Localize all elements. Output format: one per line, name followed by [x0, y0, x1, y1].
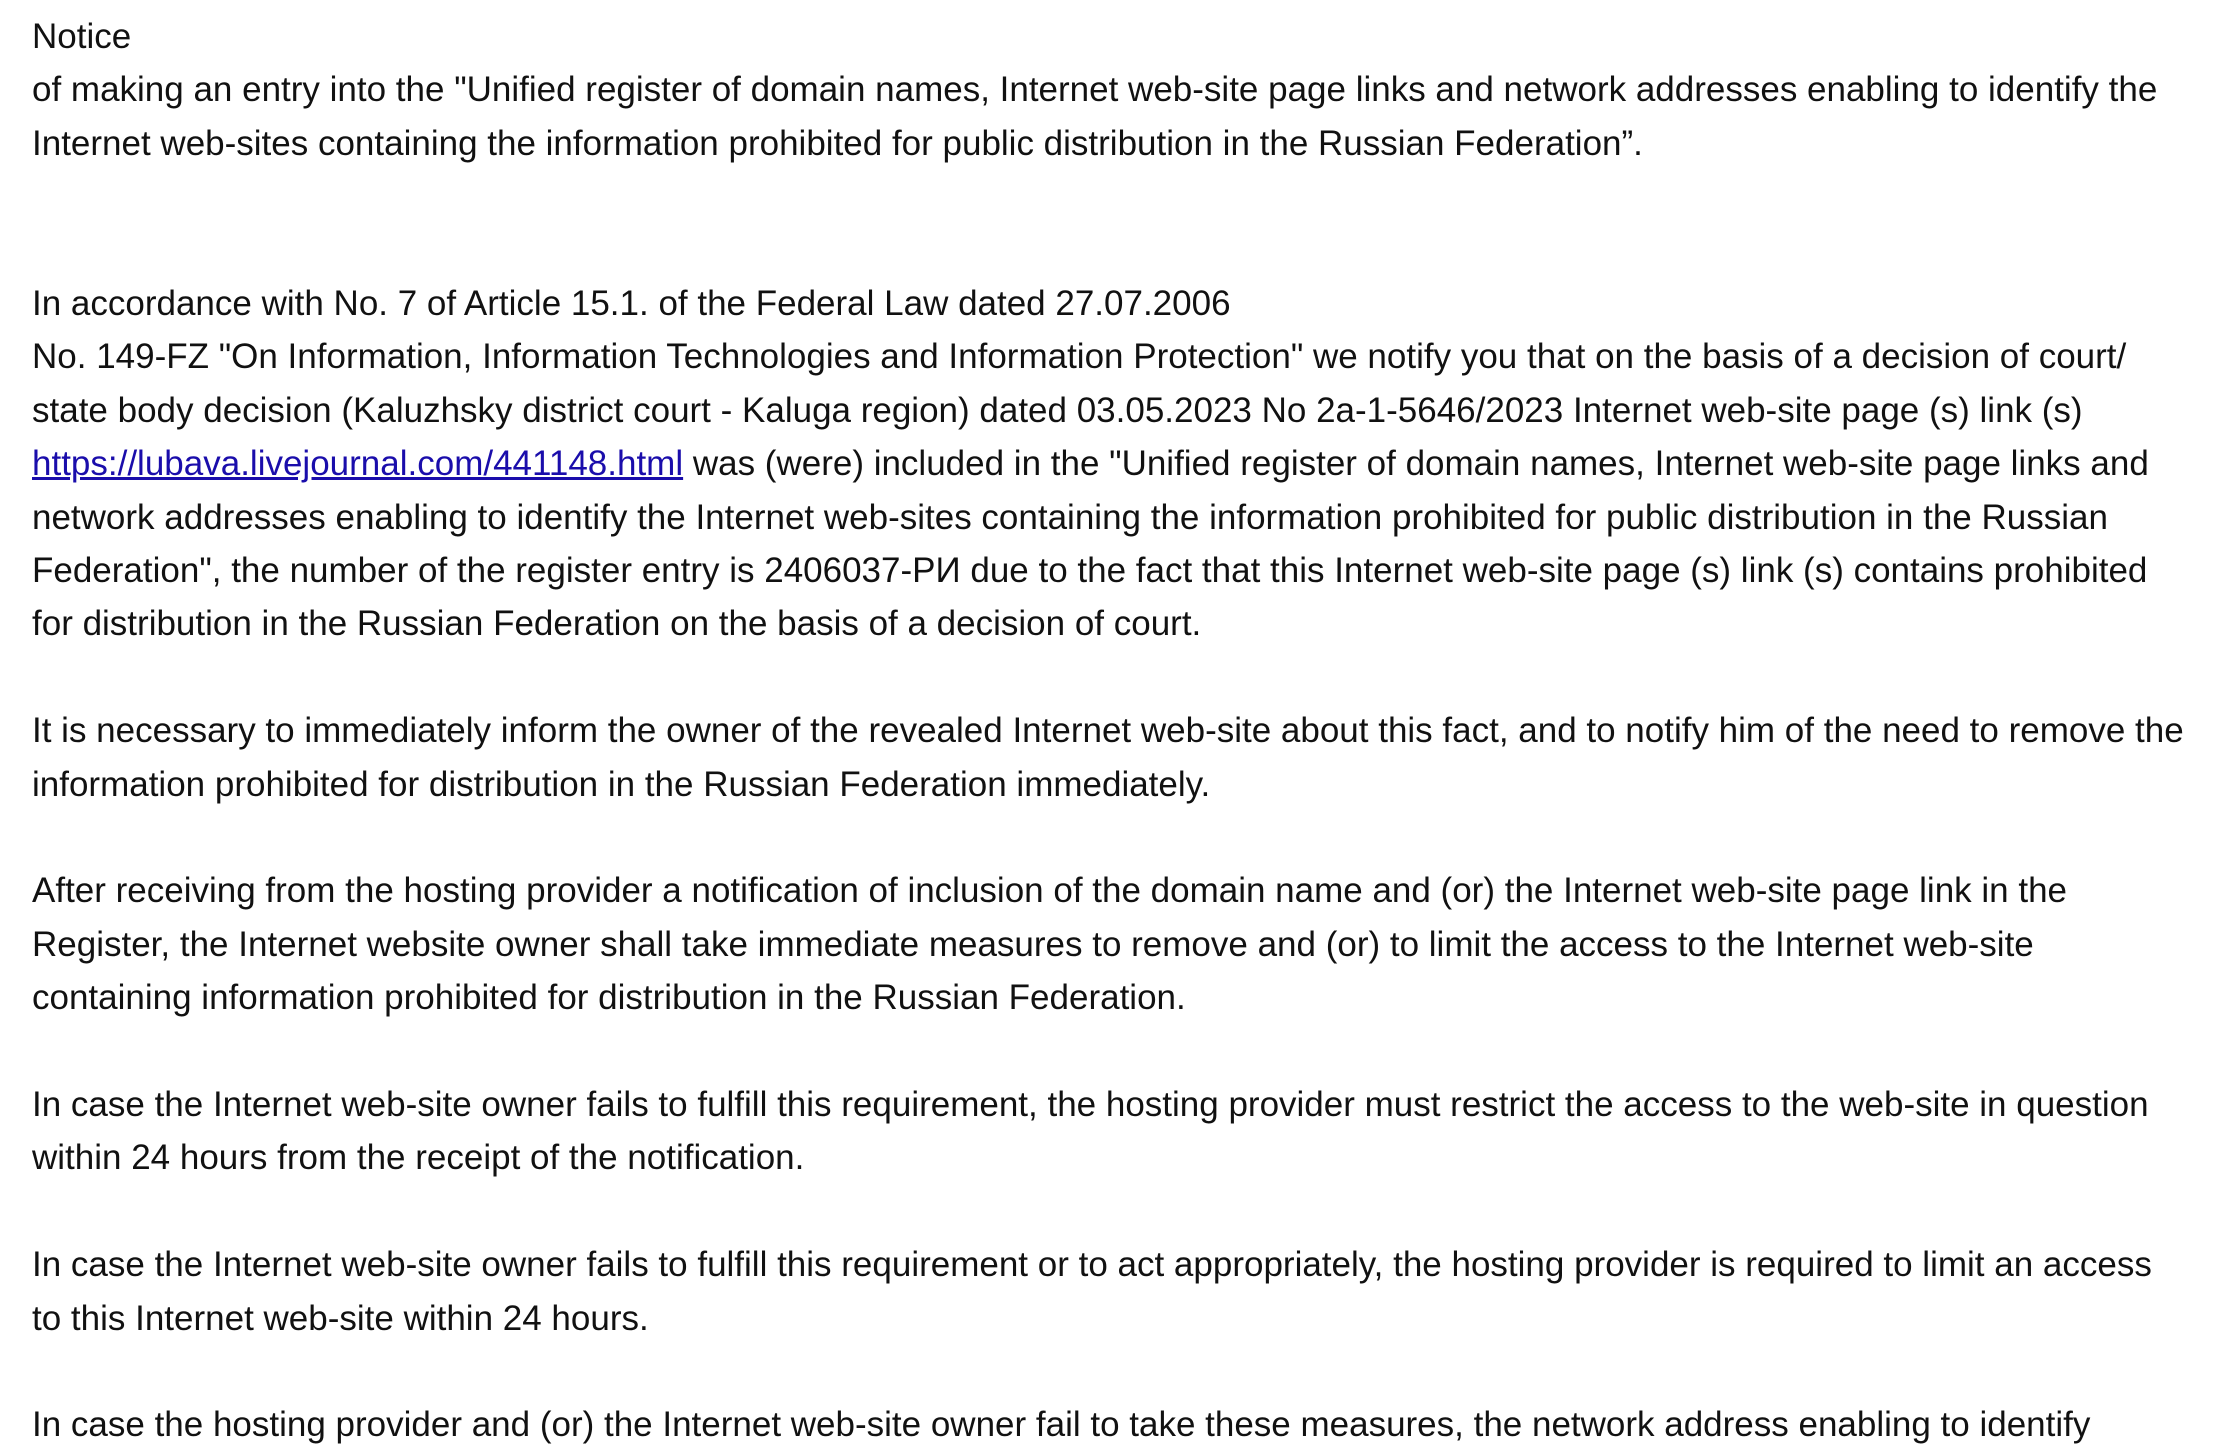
- notice-subtitle-line: of making an entry into the "Unified register of domain names, Internet web-site page links and network addresses enabling to identify the: [32, 70, 2158, 110]
- paragraph-line: In case the Internet web-site owner fails to fulfill this requirement or to act appropriately, the hosting provider is required to limit an access: [32, 1245, 2152, 1285]
- spacer: [32, 1185, 2212, 1238]
- spacer: [32, 1025, 2212, 1078]
- paragraph-legal-basis: [32, 277, 2212, 651]
- paragraph-line: In case the Internet web-site owner fails to fulfill this requirement, the hosting provider must restrict the access to the web-site in question: [32, 1085, 2149, 1125]
- paragraph-line: network addresses enabling to identify the Internet web-sites containing the information prohibited for public distribution in the Russian: [32, 497, 2108, 537]
- paragraph-line: After receiving from the hosting provider a notification of inclusion of the domain name and (or) the Internet web-site page link in the: [32, 871, 2068, 911]
- notice-title: Notice: [32, 17, 132, 56]
- notice-subtitle-line: Internet web-sites containing the information prohibited for public distribution in the Russian Federation”.: [32, 123, 1643, 163]
- spacer: [32, 1345, 2212, 1398]
- paragraph-line: No. 149-FZ "On Information, Information Technologies and Information Protection" we notify you that on the basis of a decision of court/: [32, 337, 2127, 377]
- paragraph-line: for distribution in the Russian Federation on the basis of a decision of court.: [32, 604, 1202, 644]
- spacer: [32, 224, 2212, 277]
- paragraph-line: within 24 hours from the receipt of the notification.: [32, 1138, 805, 1178]
- spacer: [32, 811, 2212, 864]
- paragraph-line: In case the hosting provider and (or) the Internet web-site owner fail to take these measures, the network address enabling to identify: [32, 1405, 2091, 1445]
- notice-document: [32, 10, 2212, 1452]
- paragraph-text: was (were) included in the "Unified register of domain names, Internet web-site page links and: [683, 444, 2149, 484]
- paragraph-line: information prohibited for distribution in the Russian Federation immediately.: [32, 764, 1211, 804]
- paragraph-line: Federation", the number of the register entry is 2406037-РИ due to the fact that this Internet web-site page (s) link (s) contains prohibited: [32, 551, 2148, 591]
- paragraph-line: Register, the Internet website owner shall take immediate measures to remove and (or) to limit the access to the Internet web-site: [32, 924, 2034, 964]
- paragraph-line: It is necessary to immediately inform the owner of the revealed Internet web-site about this fact, and to notify him of the need to remove the: [32, 711, 2184, 751]
- paragraph-line-with-link: [32, 437, 2212, 490]
- paragraph-failure-consequence: [32, 1398, 2212, 1451]
- paragraph-line: containing information prohibited for distribution in the Russian Federation.: [32, 978, 1186, 1018]
- paragraph-line: to this Internet web-site within 24 hours.: [32, 1298, 649, 1338]
- paragraph-hosting-restrict: [32, 1078, 2212, 1185]
- spacer: [32, 170, 2212, 223]
- paragraph-owner-measures: [32, 864, 2212, 1024]
- paragraph-hosting-limit: [32, 1238, 2212, 1345]
- blocked-page-link[interactable]: https://lubava.livejournal.com/441148.html: [32, 444, 684, 484]
- spacer: [32, 651, 2212, 704]
- paragraph-line: state body decision (Kaluzhsky district court - Kaluga region) dated 03.05.2023 No 2a-1-5646/2023 Internet web-site page (s) link (s): [32, 390, 2083, 430]
- paragraph-line: In accordance with No. 7 of Article 15.1. of the Federal Law dated 27.07.2006: [32, 284, 1231, 323]
- paragraph-inform-owner: [32, 704, 2212, 811]
